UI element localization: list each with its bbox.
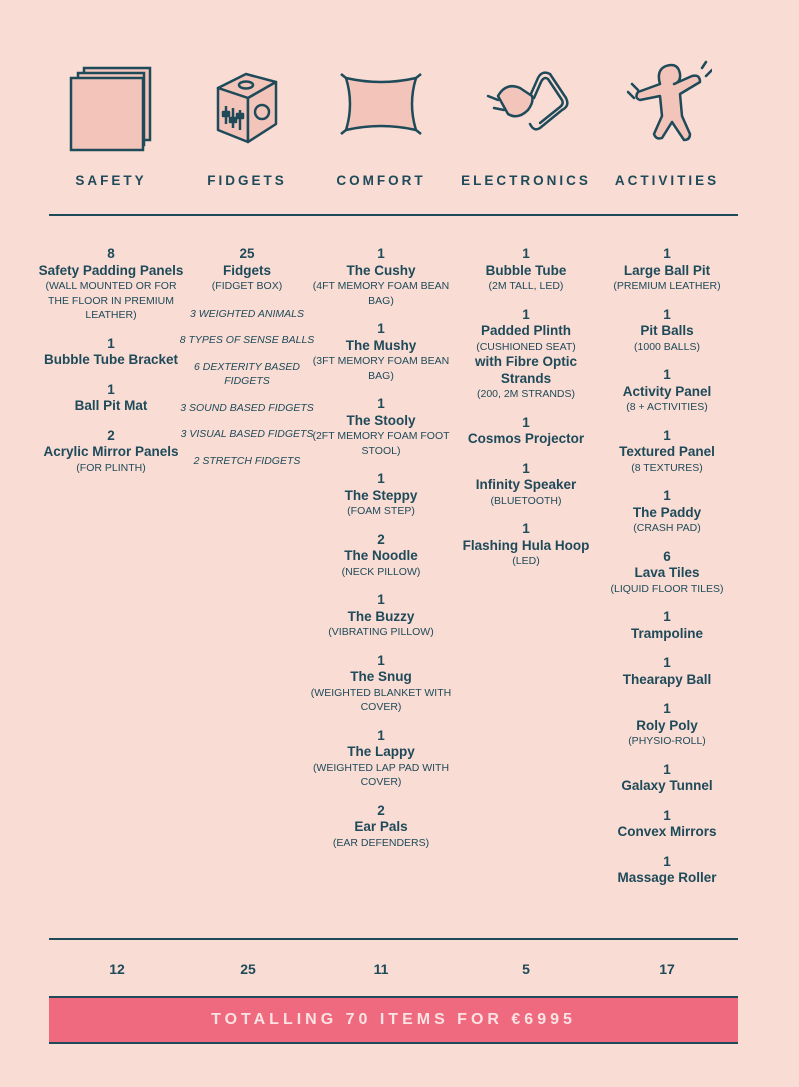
plug-icon xyxy=(484,66,572,136)
item-quantity: 1 xyxy=(522,306,530,322)
list-item xyxy=(36,382,186,415)
item-name: Bubble Tube xyxy=(485,262,567,278)
list-item xyxy=(451,307,601,402)
item-name: Ear Pals xyxy=(354,819,408,834)
item-name: Textured Panel xyxy=(619,444,715,459)
list-item xyxy=(592,549,742,597)
list-item xyxy=(592,307,742,355)
list-item xyxy=(592,246,742,294)
header-safety: SAFETY xyxy=(75,173,147,188)
item-detail: (WALL MOUNTED OR FOR THE FLOOR IN PREMIUM LEATHER) xyxy=(45,280,177,321)
item-name: The Cushy xyxy=(346,262,416,278)
list-item xyxy=(592,854,742,887)
item-detail: (BLUETOOTH) xyxy=(490,494,562,507)
list-item xyxy=(592,701,742,749)
fidget-cube-icon xyxy=(212,66,284,148)
item-detail: (1000 BALLS) xyxy=(634,340,700,353)
item-detail: (WEIGHTED LAP PAD WITH COVER) xyxy=(312,761,450,788)
item-detail: (EAR DEFENDERS) xyxy=(332,836,430,849)
item-quantity: 1 xyxy=(522,414,530,430)
total-comfort: 11 xyxy=(373,961,389,977)
item-detail: (FOR PLINTH) xyxy=(76,461,146,474)
item-quantity: 1 xyxy=(107,381,115,397)
list-item xyxy=(306,803,456,851)
item-detail: (8 TEXTURES) xyxy=(631,461,703,474)
list-item xyxy=(592,488,742,536)
header-fidgets: FIDGETS xyxy=(207,173,287,188)
item-name: The Mushy xyxy=(345,337,417,353)
item-name: Roly Poly xyxy=(636,717,698,733)
list-item xyxy=(451,461,601,509)
item-quantity: 1 xyxy=(663,306,671,322)
item-quantity: 1 xyxy=(377,321,385,336)
item-name: Massage Roller xyxy=(617,870,717,885)
item-detail: (2FT MEMORY FOAM FOOT STOOL) xyxy=(312,430,450,457)
item-detail: (3FT MEMORY FOAM BEAN BAG) xyxy=(312,355,450,382)
item-quantity: 1 xyxy=(663,367,671,382)
item-name: Large Ball Pit xyxy=(623,262,711,278)
item-detail: (CRASH PAD) xyxy=(633,522,701,534)
header-electronics: ELECTRONICS xyxy=(461,173,591,188)
item-name: Flashing Hula Hoop xyxy=(462,537,590,553)
item-quantity: 1 xyxy=(377,246,385,261)
item-name: Infinity Speaker xyxy=(475,477,577,492)
total-fidgets: 25 xyxy=(240,961,256,977)
item-quantity: 1 xyxy=(377,592,385,607)
item-quantity: 1 xyxy=(663,853,671,869)
item-detail: (FIDGET BOX) xyxy=(211,280,283,292)
list-item xyxy=(306,653,456,715)
item-name: The Paddy xyxy=(632,504,702,520)
list-item xyxy=(451,415,601,448)
header-comfort: COMFORT xyxy=(336,173,426,188)
item-name: The Stooly xyxy=(346,412,416,428)
item-quantity: 1 xyxy=(663,655,671,670)
item-detail: (LED) xyxy=(512,555,540,567)
list-item xyxy=(451,521,601,569)
item-name: Pit Balls xyxy=(640,323,694,338)
item-name: Acrylic Mirror Panels xyxy=(43,444,179,459)
item-name: Safety Padding Panels xyxy=(38,262,184,278)
item-quantity: 1 xyxy=(107,335,115,351)
item-quantity: 25 xyxy=(239,246,255,261)
item-name: Bubble Tube Bracket xyxy=(43,352,179,367)
item-name: The Steppy xyxy=(344,487,418,503)
fidget-type: 3 WEIGHTED ANIMALS xyxy=(190,307,304,320)
item-detail: (CUSHIONED SEAT) xyxy=(476,340,576,353)
item-quantity: 1 xyxy=(663,609,671,624)
item-detail: (FOAM STEP) xyxy=(347,505,415,517)
column-electronics xyxy=(451,246,601,582)
fidget-type: 8 TYPES OF SENSE BALLS xyxy=(179,334,315,346)
item-name: The Lappy xyxy=(347,744,415,759)
category-headers xyxy=(0,173,799,193)
pillow-icon xyxy=(338,70,424,138)
item-quantity: 1 xyxy=(522,521,530,536)
item-quantity: 2 xyxy=(107,427,115,443)
list-item xyxy=(172,246,322,294)
top-divider xyxy=(49,214,738,216)
item-detail: (PHYSIO-ROLL) xyxy=(628,735,706,747)
item-name: Galaxy Tunnel xyxy=(621,778,713,793)
jumping-figure-icon xyxy=(626,60,712,144)
item-quantity: 2 xyxy=(377,531,385,547)
list-item xyxy=(592,367,742,415)
item-quantity: 1 xyxy=(377,471,385,486)
column-fidgets xyxy=(172,246,322,480)
item-detail-extra: (200, 2M STRANDS) xyxy=(476,388,576,400)
item-name: Lava Tiles xyxy=(634,565,700,580)
item-name: The Noodle xyxy=(344,548,418,563)
list-item xyxy=(306,396,456,458)
list-item xyxy=(306,321,456,383)
item-quantity: 1 xyxy=(663,807,671,823)
header-activities: ACTIVITIES xyxy=(614,173,720,188)
list-item xyxy=(592,762,742,795)
list-item xyxy=(306,471,456,519)
total-safety: 12 xyxy=(109,961,125,977)
column-safety xyxy=(36,246,186,488)
item-quantity: 1 xyxy=(522,460,530,476)
item-name: The Snug xyxy=(350,669,412,684)
item-quantity: 1 xyxy=(663,701,671,716)
list-item xyxy=(592,808,742,841)
item-name: Ball Pit Mat xyxy=(74,398,148,413)
item-detail: (2M TALL, LED) xyxy=(488,280,564,292)
item-detail: (WEIGHTED BLANKET WITH COVER) xyxy=(310,686,452,713)
item-name: The Buzzy xyxy=(347,608,415,624)
total-activities: 17 xyxy=(659,961,675,977)
list-item xyxy=(36,336,186,369)
item-name: Padded Plinth xyxy=(480,323,571,338)
item-detail: (PREMIUM LEATHER) xyxy=(613,280,721,292)
item-quantity: 8 xyxy=(107,246,115,261)
item-name: Cosmos Projector xyxy=(467,431,585,446)
item-detail: (4FT MEMORY FOAM BEAN BAG) xyxy=(312,280,450,307)
item-name: Trampoline xyxy=(630,625,703,641)
bottom-divider xyxy=(49,938,738,940)
list-item xyxy=(36,428,186,476)
stacked-panels-icon xyxy=(62,62,158,158)
item-quantity: 1 xyxy=(377,652,385,668)
item-name: Fidgets xyxy=(222,262,271,278)
list-item xyxy=(592,428,742,476)
fidget-type: 3 SOUND BASED FIDGETS xyxy=(180,401,314,414)
list-item xyxy=(36,246,186,323)
item-detail: (LIQUID FLOOR TILES) xyxy=(610,582,724,595)
item-name-extra: with Fibre Optic Strands xyxy=(474,354,577,386)
item-name: Convex Mirrors xyxy=(617,824,717,839)
list-item xyxy=(306,592,456,640)
item-name: Activity Panel xyxy=(622,383,712,399)
fidget-type: 2 STRETCH FIDGETS xyxy=(193,454,301,467)
item-quantity: 1 xyxy=(522,246,530,261)
list-item xyxy=(306,728,456,790)
column-activities xyxy=(592,246,742,900)
total-electronics: 5 xyxy=(522,961,530,977)
item-detail: (VIBRATING PILLOW) xyxy=(328,626,434,638)
item-quantity: 1 xyxy=(377,396,385,411)
list-item xyxy=(306,532,456,580)
total-price-banner: TOTALLING 70 ITEMS FOR €6995 xyxy=(49,996,738,1044)
fidget-type: 6 DEXTERITY BASED FIDGETS xyxy=(193,360,300,387)
item-detail: (8 + ACTIVITIES) xyxy=(626,401,708,413)
item-quantity: 1 xyxy=(663,246,671,261)
column-comfort xyxy=(306,246,456,863)
list-item xyxy=(592,655,742,688)
item-quantity: 2 xyxy=(377,802,385,818)
item-quantity: 1 xyxy=(663,761,671,777)
item-detail: (NECK PILLOW) xyxy=(341,565,421,578)
item-quantity: 1 xyxy=(663,488,671,503)
item-name: Thearapy Ball xyxy=(622,671,712,687)
category-icons xyxy=(0,0,799,160)
list-item xyxy=(451,246,601,294)
item-quantity: 6 xyxy=(663,548,671,564)
item-quantity: 1 xyxy=(377,727,385,743)
list-item xyxy=(592,609,742,642)
list-item xyxy=(306,246,456,308)
fidget-type: 3 VISUAL BASED FIDGETS xyxy=(180,428,314,440)
item-quantity: 1 xyxy=(663,427,671,443)
